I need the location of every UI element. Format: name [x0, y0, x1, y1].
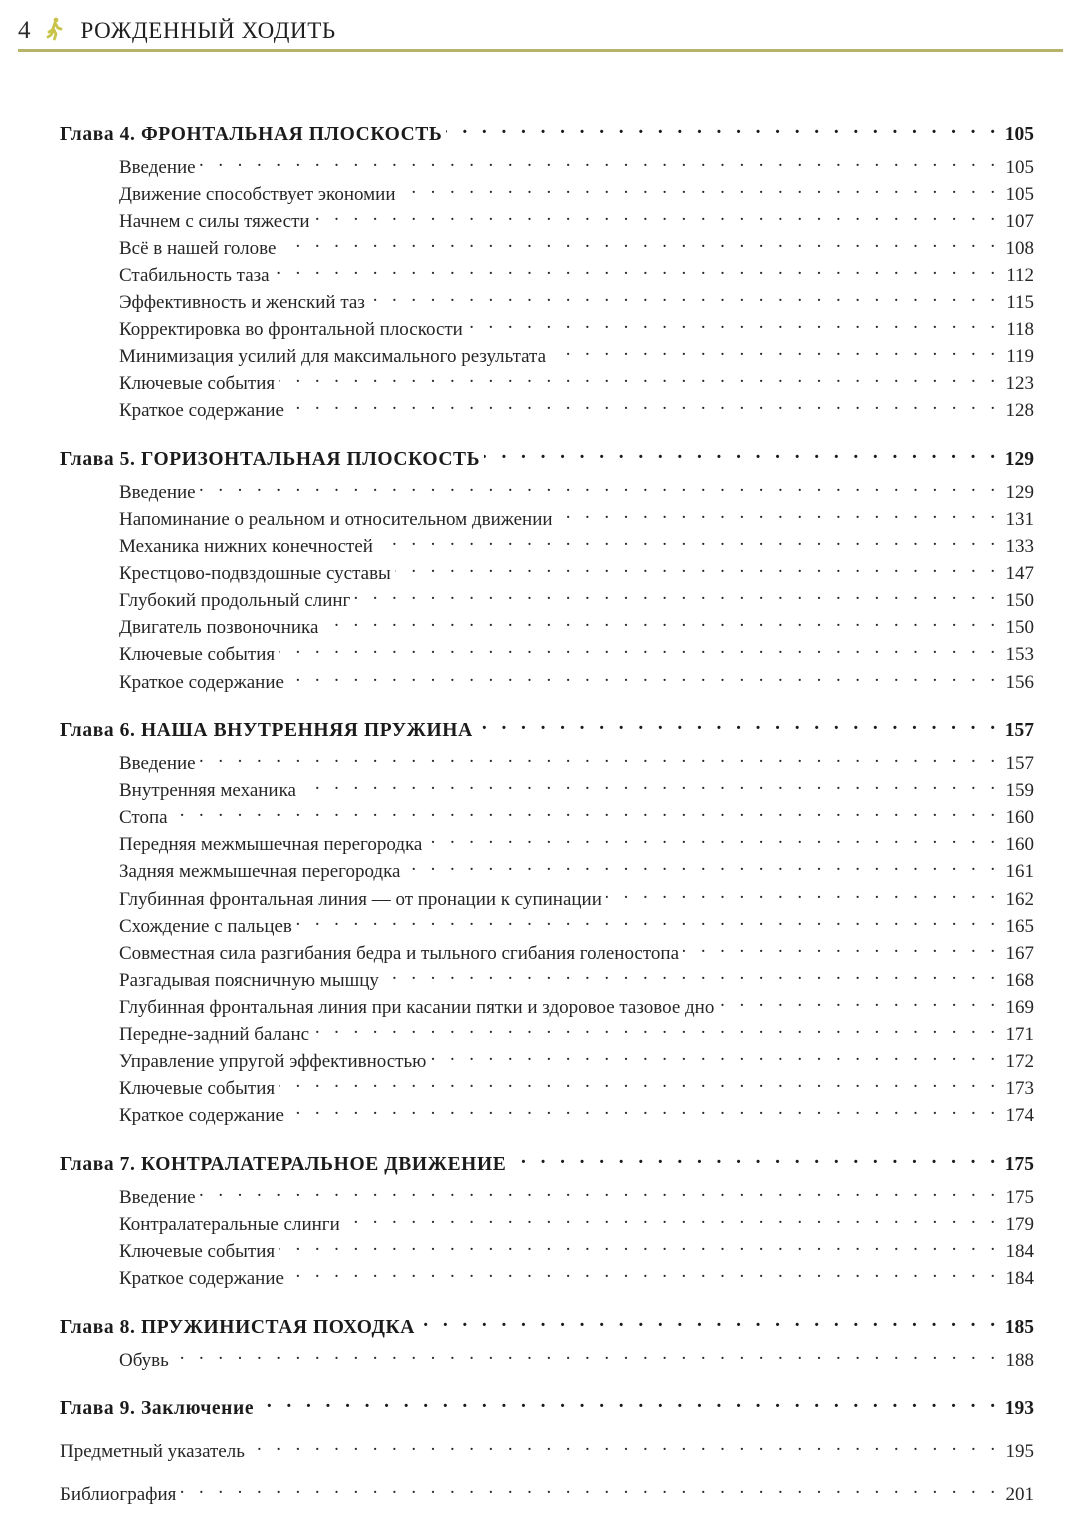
section-page: 188	[1005, 1350, 1034, 1371]
section-title: Ключевые события	[119, 644, 276, 665]
section-page: 184	[1005, 1268, 1034, 1289]
dot-leader	[446, 116, 1000, 140]
section-page: 160	[1005, 807, 1034, 828]
section-title: Глубинная фронтальная линия при касании пятки и здоровое тазовое дно	[119, 997, 715, 1018]
page-number: 4	[18, 16, 31, 44]
section-page: 123	[1005, 373, 1034, 394]
section-title: Крестцово-подвздошные суставы	[119, 563, 391, 584]
dot-leader	[200, 474, 1000, 498]
section-title: Задняя межмышечная перегородка	[119, 861, 401, 882]
section-title: Обувь	[119, 1350, 169, 1371]
section-title: Эффективность и женский таз	[119, 292, 365, 313]
dot-leader	[322, 609, 1000, 633]
section-page: 184	[1005, 1241, 1034, 1262]
back-matter-page: 201	[1005, 1484, 1034, 1505]
dot-leader	[200, 745, 1000, 769]
section-title: Краткое содержание	[119, 1268, 284, 1289]
section-title: Стопа	[119, 807, 168, 828]
section-title: Контралатеральные слинги	[119, 1214, 340, 1235]
section-page: 107	[1005, 211, 1034, 232]
chapter-title: Глава 5. ГОРИЗОНТАЛЬНАЯ ПЛОСКОСТЬ	[60, 449, 481, 470]
dot-leader	[404, 853, 1000, 877]
section-title: Схождение с пальцев	[119, 916, 292, 937]
dot-leader	[383, 962, 1000, 986]
dot-leader	[314, 203, 1000, 227]
dot-leader	[288, 1097, 1000, 1121]
section-page: 133	[1005, 536, 1034, 557]
section-page: 168	[1005, 970, 1034, 991]
section-title: Введение	[119, 157, 196, 178]
dot-leader	[557, 501, 1000, 525]
dot-leader	[718, 989, 1000, 1013]
chapter-title: Глава 8. ПРУЖИНИСТАЯ ПОХОДКА	[60, 1317, 415, 1338]
dot-leader	[484, 441, 1000, 465]
dot-leader	[249, 1433, 1000, 1457]
dot-leader	[180, 1476, 1000, 1500]
chapter-title: Глава 4. ФРОНТАЛЬНАЯ ПЛОСКОСТЬ	[60, 124, 443, 145]
section-page: 115	[1006, 292, 1034, 313]
toc-section[interactable]	[60, 392, 1034, 423]
dot-leader	[369, 284, 1000, 308]
section-page: 175	[1005, 1187, 1034, 1208]
section-title: Минимизация усилий для максимального результата	[119, 346, 547, 367]
dot-leader	[279, 365, 1000, 389]
running-header	[18, 8, 1063, 50]
section-page: 118	[1006, 319, 1034, 340]
toc-chapter-7[interactable]	[60, 1146, 1034, 1177]
section-page: 131	[1005, 509, 1034, 530]
dot-leader	[173, 1342, 1000, 1366]
section-title: Введение	[119, 753, 196, 774]
section-title: Ключевые события	[119, 1241, 276, 1262]
dot-leader	[606, 881, 1000, 905]
chapter-page: 105	[1004, 124, 1034, 145]
dot-leader	[200, 1179, 1000, 1203]
toc-section[interactable]	[60, 1342, 1034, 1373]
toc-bibliography[interactable]	[60, 1476, 1034, 1507]
toc-section[interactable]	[60, 1260, 1034, 1291]
section-title: Движение способствует экономии	[119, 184, 396, 205]
section-page: 119	[1006, 346, 1034, 367]
dot-leader	[279, 1233, 1000, 1257]
section-title: Ключевые события	[119, 1078, 276, 1099]
section-page: 162	[1005, 889, 1034, 910]
dot-leader	[477, 712, 1000, 736]
dot-leader	[426, 826, 1000, 850]
chapter-page: 193	[1004, 1398, 1034, 1419]
chapter-title: Глава 7. КОНТРАЛАТЕРАЛЬНОЕ ДВИЖЕНИЕ	[60, 1154, 507, 1175]
section-title: Стабильность таза	[119, 265, 270, 286]
section-page: 157	[1005, 753, 1034, 774]
toc-section[interactable]	[60, 853, 1034, 884]
section-title: Краткое содержание	[119, 400, 284, 421]
section-title: Введение	[119, 482, 196, 503]
section-page: 105	[1005, 184, 1034, 205]
section-page: 161	[1005, 861, 1034, 882]
dot-leader	[419, 1309, 1000, 1333]
dot-leader	[288, 1260, 1000, 1284]
dot-leader	[280, 230, 1000, 254]
dot-leader	[683, 935, 1000, 959]
section-title: Внутренняя механика	[119, 780, 296, 801]
back-matter-page: 195	[1005, 1441, 1034, 1462]
chapter-page: 157	[1004, 720, 1034, 741]
section-page: 165	[1005, 916, 1034, 937]
dot-leader	[467, 311, 1000, 335]
section-title: Напоминание о реальном и относительном движении	[119, 509, 553, 530]
chapter-page: 185	[1004, 1317, 1034, 1338]
chapter-title: Глава 9. Заключение	[60, 1398, 255, 1419]
section-page: 112	[1006, 265, 1034, 286]
section-title: Разгадывая поясничную мышцу	[119, 970, 379, 991]
dot-leader	[395, 555, 1000, 579]
toc-chapter-9[interactable]	[60, 1390, 1034, 1421]
section-title: Глубокий продольный слинг	[119, 590, 351, 611]
section-page: 108	[1005, 238, 1034, 259]
dot-leader	[172, 799, 1000, 823]
section-page: 153	[1005, 644, 1034, 665]
dot-leader	[300, 772, 1000, 796]
section-title: Ключевые события	[119, 373, 276, 394]
dot-leader	[344, 1206, 1000, 1230]
dot-leader	[354, 582, 1000, 606]
section-page: 167	[1005, 943, 1034, 964]
section-page: 129	[1005, 482, 1034, 503]
dot-leader	[430, 1043, 1000, 1067]
section-title: Краткое содержание	[119, 1105, 284, 1126]
dot-leader	[288, 392, 1000, 416]
section-page: 173	[1005, 1078, 1034, 1099]
section-page: 172	[1005, 1051, 1034, 1072]
section-title: Передне-задний баланс	[119, 1024, 310, 1045]
dot-leader	[274, 257, 1000, 281]
section-title: Передняя межмышечная перегородка	[119, 834, 423, 855]
section-title: Начнем с силы тяжести	[119, 211, 310, 232]
back-matter-title: Предметный указатель	[60, 1441, 245, 1462]
toc-section[interactable]	[60, 636, 1034, 667]
dot-leader	[510, 1146, 1000, 1170]
section-page: 179	[1005, 1214, 1034, 1235]
walking-person-icon	[45, 17, 65, 41]
section-page: 159	[1005, 780, 1034, 801]
section-title: Совместная сила разгибания бедра и тыльного сгибания голеностопа	[119, 943, 680, 964]
section-page: 150	[1005, 617, 1034, 638]
dot-leader	[258, 1390, 1000, 1414]
section-page: 128	[1005, 400, 1034, 421]
section-page: 171	[1005, 1024, 1034, 1045]
section-title: Введение	[119, 1187, 196, 1208]
dot-leader	[296, 908, 1000, 932]
toc-chapter-5[interactable]	[60, 441, 1034, 472]
dot-leader	[200, 149, 1000, 173]
section-title: Двигатель позвоночника	[119, 617, 319, 638]
toc-chapter-6[interactable]	[60, 712, 1034, 743]
section-page: 160	[1005, 834, 1034, 855]
dot-leader	[288, 664, 1000, 688]
toc-section[interactable]	[60, 1097, 1034, 1128]
back-matter-title: Библиография	[60, 1484, 177, 1505]
section-page: 150	[1005, 590, 1034, 611]
section-title: Механика нижних конечностей	[119, 536, 373, 557]
toc-index[interactable]	[60, 1433, 1034, 1464]
dot-leader	[550, 338, 1000, 362]
section-title: Управление упругой эффективностью	[119, 1051, 427, 1072]
toc-section[interactable]	[60, 664, 1034, 695]
dot-leader	[377, 528, 1000, 552]
header-rule	[18, 49, 1063, 52]
section-title: Всё в нашей голове	[119, 238, 277, 259]
dot-leader	[313, 1016, 1000, 1040]
dot-leader	[279, 636, 1000, 660]
section-page: 169	[1005, 997, 1034, 1018]
section-title: Корректировка во фронтальной плоскости	[119, 319, 463, 340]
section-page: 147	[1005, 563, 1034, 584]
section-page: 174	[1005, 1105, 1034, 1126]
section-page: 156	[1005, 672, 1034, 693]
dot-leader	[399, 176, 1000, 200]
running-title: РОЖДЕННЫЙ ХОДИТЬ	[80, 17, 336, 43]
toc-chapter-4[interactable]	[60, 116, 1034, 147]
dot-leader	[279, 1070, 1000, 1094]
chapter-page: 175	[1004, 1154, 1034, 1175]
chapter-page: 129	[1004, 449, 1034, 470]
section-title: Краткое содержание	[119, 672, 284, 693]
section-page: 105	[1005, 157, 1034, 178]
toc-chapter-8[interactable]	[60, 1309, 1034, 1340]
chapter-title: Глава 6. НАША ВНУТРЕННЯЯ ПРУЖИНА	[60, 720, 473, 741]
section-title: Глубинная фронтальная линия — от пронации к супинации	[119, 889, 602, 910]
